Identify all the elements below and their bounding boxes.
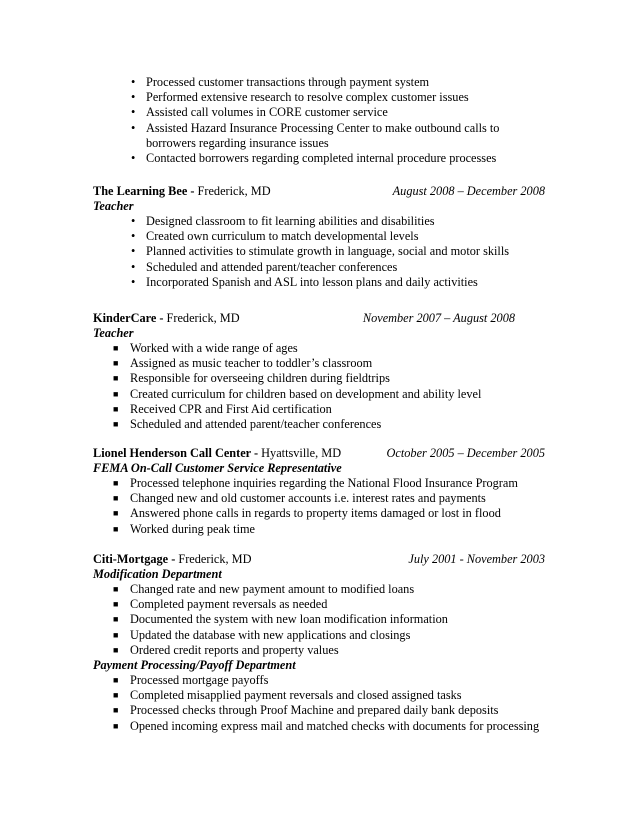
square-bullet-icon: ■ (113, 403, 119, 414)
job-citi-mortgage (93, 552, 545, 734)
bullet-icon: • (131, 90, 136, 105)
bullet-icon: • (131, 229, 136, 244)
square-bullet-icon: ■ (113, 523, 119, 534)
square-bullet-icon: ■ (113, 388, 119, 399)
job-dates: August 2008 – December 2008 (392, 184, 545, 198)
list-item: ■ Processed telephone inquiries regarding the National Flood Insurance Program (113, 476, 518, 490)
square-bullet-icon: ■ (113, 644, 119, 655)
list-item: ■ Worked during peak time (113, 521, 256, 536)
job-location: Frederick, MD (194, 184, 271, 198)
employer-name: The Learning Bee - (93, 184, 195, 198)
job-title: Teacher (93, 326, 134, 340)
job-header (93, 311, 545, 326)
job-subtitle: Payment Processing/Payoff Department (93, 658, 296, 673)
list-item: ■ Created curriculum for children based on development and ability level (113, 386, 482, 401)
square-bullet-icon: ■ (113, 478, 119, 488)
job-lionel-henderson (93, 446, 545, 537)
job-dates: October 2005 – December 2005 (386, 446, 545, 460)
job-location: Frederick, MD (175, 552, 252, 566)
square-bullet-icon: ■ (113, 343, 119, 353)
list-item: ■ Processed checks through Proof Machine and prepared daily bank deposits (113, 703, 499, 718)
list-item: • Planned activities to stimulate growth in language, social and motor skills (131, 244, 510, 259)
square-bullet-icon: ■ (113, 705, 119, 716)
list-item: ■ Answered phone calls in regards to property items damaged or lost in flood (113, 506, 501, 521)
list-item: ■ Completed payment reversals as needed (113, 597, 328, 612)
bullet-icon: • (131, 259, 136, 274)
list-item: • Processed customer transactions through payment system (131, 75, 430, 89)
list-item: ■ Assigned as music teacher to toddler’s classroom (113, 356, 373, 371)
job-kindercare (93, 311, 545, 432)
job-dates: November 2007 – August 2008 (362, 311, 515, 325)
job-title: Teacher (93, 199, 134, 213)
list-item: ■ Worked with a wide range of ages (113, 341, 298, 355)
list-item: • Contacted borrowers regarding completed internal procedure processes (131, 151, 497, 166)
list-item: • Assisted Hazard Insurance Processing Center to make outbound calls to borrowers regarding insurance issues (131, 120, 500, 150)
job-bullet-list (93, 582, 545, 658)
list-item: • Created own curriculum to match developmental levels (131, 229, 419, 244)
square-bullet-icon: ■ (113, 614, 119, 625)
square-bullet-icon: ■ (113, 419, 119, 430)
list-item: ■ Scheduled and attended parent/teacher conferences (113, 417, 382, 432)
employer-name: KinderCare - (93, 311, 164, 325)
job-bullet-list (93, 673, 545, 734)
square-bullet-icon: ■ (113, 358, 119, 369)
list-item: ■ Updated the database with new applications and closings (113, 627, 411, 642)
square-bullet-icon: ■ (113, 690, 119, 701)
job-bullet-list (93, 341, 545, 432)
list-item: ■ Documented the system with new loan modification information (113, 612, 448, 627)
job-learning-bee (93, 184, 545, 290)
list-item: ■ Changed rate and new payment amount to modified loans (113, 582, 415, 596)
list-item: ■ Opened incoming express mail and matched checks with documents for processing (113, 718, 540, 733)
list-item: • Assisted call volumes in CORE customer service (131, 105, 388, 120)
intro-bullet-list (93, 75, 545, 166)
bullet-icon: • (131, 105, 136, 120)
list-item: • Performed extensive research to resolve complex customer issues (131, 90, 469, 105)
square-bullet-icon: ■ (113, 720, 119, 731)
list-item: ■ Responsible for overseeing children during fieldtrips (113, 371, 390, 386)
job-bullet-list (93, 476, 545, 537)
list-item: • Scheduled and attended parent/teacher conferences (131, 259, 398, 274)
square-bullet-icon: ■ (113, 629, 119, 640)
intro-section (93, 75, 545, 166)
square-bullet-icon: ■ (113, 373, 119, 384)
bullet-icon: • (131, 214, 136, 228)
list-item: ■ Completed misapplied payment reversals and closed assigned tasks (113, 688, 462, 703)
employer-name: Lionel Henderson Call Center - (93, 446, 259, 460)
list-item: ■ Changed new and old customer accounts i.e. interest rates and payments (113, 491, 486, 506)
list-item: ■ Received CPR and First Aid certification (113, 401, 332, 416)
job-location: Frederick, MD (163, 311, 240, 325)
job-bullet-list (93, 214, 545, 290)
job-title: Modification Department (93, 567, 222, 581)
square-bullet-icon: ■ (113, 493, 119, 504)
list-item: ■ Processed mortgage payoffs (113, 673, 269, 688)
bullet-icon: • (131, 274, 136, 289)
list-item: • Designed classroom to fit learning abilities and disabilities (131, 214, 435, 228)
job-header (93, 184, 545, 199)
bullet-icon: • (131, 151, 136, 166)
list-item: ■ Ordered credit reports and property values (113, 642, 339, 657)
job-header (93, 446, 545, 461)
bullet-icon: • (131, 75, 136, 89)
job-dates: July 2001 - November 2003 (408, 552, 545, 566)
square-bullet-icon: ■ (113, 599, 119, 610)
job-location: Hyattsville, MD (258, 446, 342, 460)
bullet-icon: • (131, 244, 136, 259)
square-bullet-icon: ■ (113, 584, 119, 594)
job-header (93, 552, 545, 567)
list-item: • Incorporated Spanish and ASL into lesson plans and daily activities (131, 274, 478, 289)
square-bullet-icon: ■ (113, 508, 119, 519)
employer-name: Citi-Mortgage - (93, 552, 176, 566)
square-bullet-icon: ■ (113, 675, 119, 686)
job-title: FEMA On-Call Customer Service Representative (93, 461, 342, 475)
bullet-icon: • (131, 120, 136, 135)
